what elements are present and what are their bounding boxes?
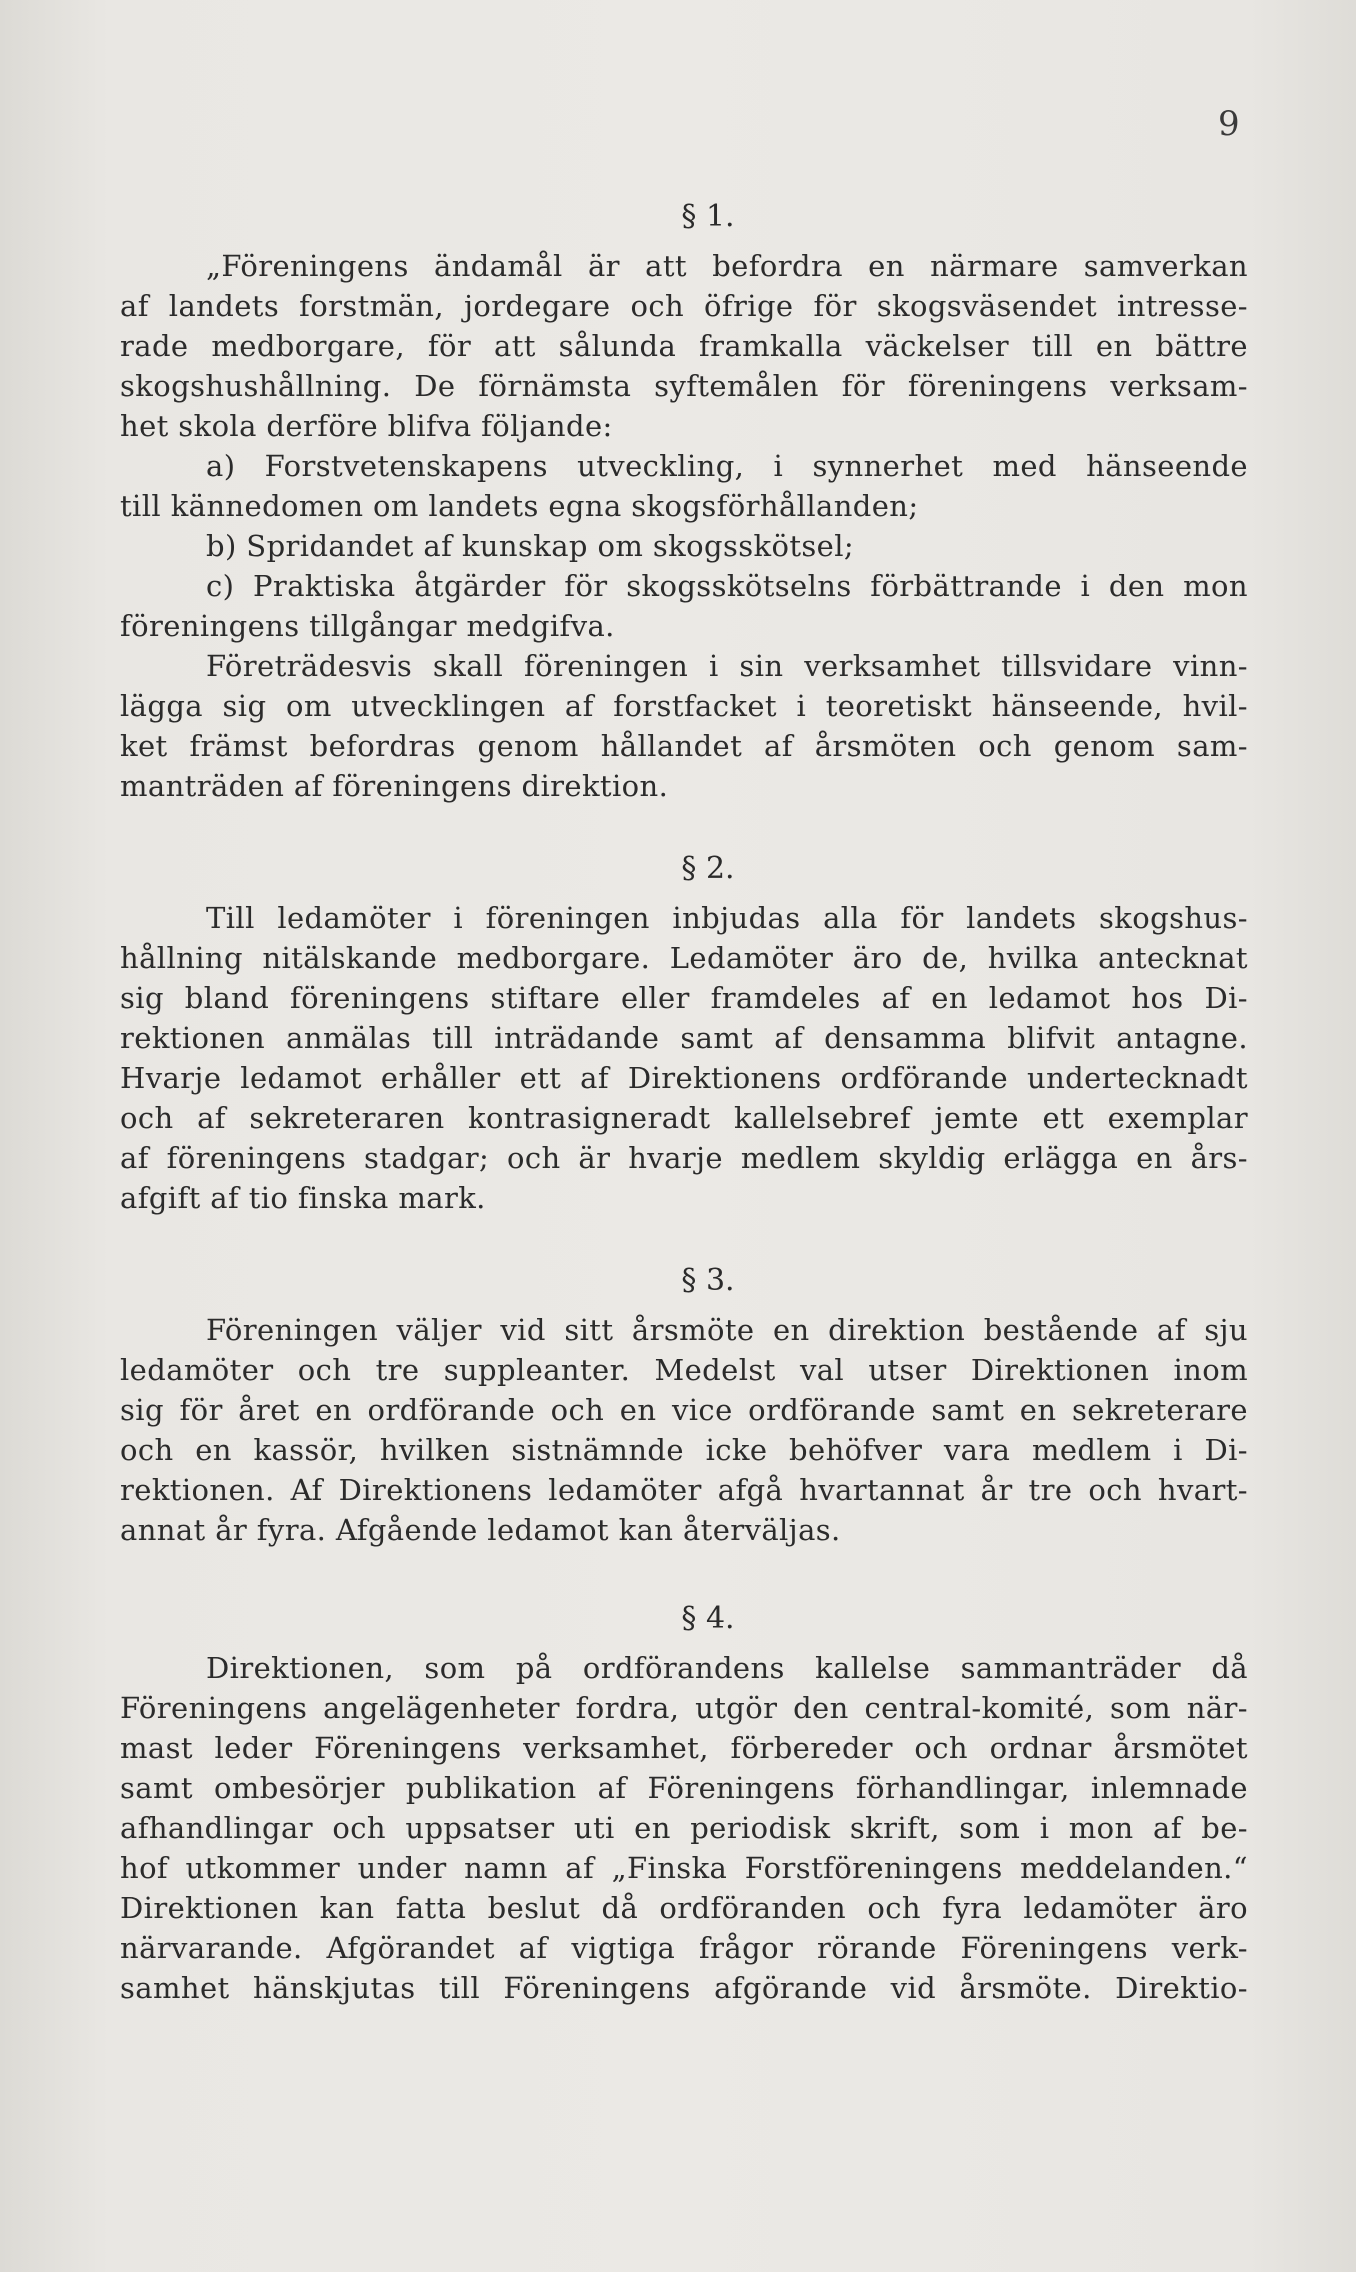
text-line: annat år fyra. Afgående ledamot kan återväljas. <box>120 1513 841 1547</box>
text-line: närvarande. Afgörandet af vigtiga frågor rörande Föreningens verk- <box>120 1931 1248 1965</box>
text-line: het skola derföre blifva följande: <box>120 409 613 443</box>
text-line: mast leder Föreningens verksamhet, förbereder och ordnar årsmötet <box>120 1731 1248 1765</box>
text-line: föreningens tillgångar medgifva. <box>120 609 615 643</box>
section-heading-3: § 3. <box>681 1263 735 1298</box>
text-line: rektionen. Af Direktionens ledamöter afgå hvartannat år tre och hvart- <box>120 1473 1248 1507</box>
text-line: afgift af tio finska mark. <box>120 1181 486 1215</box>
text-line: Till ledamöter i föreningen inbjudas alla för landets skogshus- <box>206 901 1248 935</box>
text-line: „Föreningens ändamål är att befordra en närmare samverkan <box>206 249 1248 283</box>
text-line: lägga sig om utvecklingen af forstfacket i teoretiskt hänseende, hvil- <box>120 689 1248 723</box>
text-line: manträden af föreningens direktion. <box>120 769 669 803</box>
text-line: af landets forstmän, jordegare och öfrige för skogsväsendet intresse- <box>120 289 1248 323</box>
text-line: och en kassör, hvilken sistnämnde icke behöfver vara medlem i Di- <box>120 1433 1248 1467</box>
text-line: hållning nitälskande medborgare. Ledamöter äro de, hvilka antecknat <box>120 941 1248 975</box>
text-line: Direktionen, som på ordförandens kallelse sammanträder då <box>206 1651 1248 1685</box>
text-line: till kännedomen om landets egna skogsförhållanden; <box>120 489 919 523</box>
paragraph <box>120 246 1248 446</box>
text-line: rade medborgare, för att sålunda framkalla väckelser till en bättre <box>120 329 1248 363</box>
text-line: afhandlingar och uppsatser uti en periodisk skrift, som i mon af be- <box>120 1811 1248 1845</box>
text-line: Hvarje ledamot erhåller ett af Direktionens ordförande undertecknadt <box>120 1061 1248 1095</box>
text-line: b) Spridandet af kunskap om skogsskötsel; <box>206 529 855 563</box>
text-line: hof utkommer under namn af „Finska Forstföreningens meddelanden.“ <box>120 1851 1248 1885</box>
text-line: sig för året en ordförande och en vice ordförande samt en sekreterare <box>120 1393 1248 1427</box>
paragraph <box>120 1310 1248 1550</box>
text-line: Föreningens angelägenheter fordra, utgör den central-komité, som när- <box>120 1691 1248 1725</box>
page-content <box>120 188 1248 2008</box>
section-heading-2: § 2. <box>681 851 735 886</box>
text-line: Föreningen väljer vid sitt årsmöte en direktion bestående af sju <box>206 1313 1248 1347</box>
section-heading-1: § 1. <box>681 199 735 234</box>
text-line: af föreningens stadgar; och är hvarje medlem skyldig erlägga en års- <box>120 1141 1248 1175</box>
text-line: rektionen anmälas till inträdande samt af densamma blifvit antagne. <box>120 1021 1248 1055</box>
text-line: samt ombesörjer publikation af Föreningens förhandlingar, inlemnade <box>120 1771 1248 1805</box>
page-number: 9 <box>1218 104 1240 144</box>
text-line: sig bland föreningens stiftare eller framdeles af en ledamot hos Di- <box>120 981 1248 1015</box>
text-line: c) Praktiska åtgärder för skogsskötselns förbättrande i den mon <box>206 569 1248 603</box>
paragraph <box>120 646 1248 806</box>
text-line: Direktionen kan fatta beslut då ordföranden och fyra ledamöter äro <box>120 1891 1248 1925</box>
text-line: samhet hänskjutas till Föreningens afgörande vid årsmöte. Direktio- <box>120 1971 1248 2005</box>
text-line: skogshushållning. De förnämsta syftemålen för föreningens verksam- <box>120 369 1248 403</box>
text-line: ket främst befordras genom hållandet af årsmöten och genom sam- <box>120 729 1248 763</box>
text-line: a) Forstvetenskapens utveckling, i synnerhet med hänseende <box>206 449 1248 483</box>
list-item-b <box>120 526 1248 566</box>
text-line: och af sekreteraren kontrasigneradt kallelsebref jemte ett exemplar <box>120 1101 1248 1135</box>
list-item-c <box>120 566 1248 646</box>
section-heading-4: § 4. <box>681 1601 735 1636</box>
text-line: Företrädesvis skall föreningen i sin verksamhet tillsvidare vinn- <box>206 649 1248 683</box>
text-line: ledamöter och tre suppleanter. Medelst val utser Direktionen inom <box>120 1353 1248 1387</box>
list-item-a <box>120 446 1248 526</box>
paragraph <box>120 1648 1248 2008</box>
paragraph <box>120 898 1248 1218</box>
